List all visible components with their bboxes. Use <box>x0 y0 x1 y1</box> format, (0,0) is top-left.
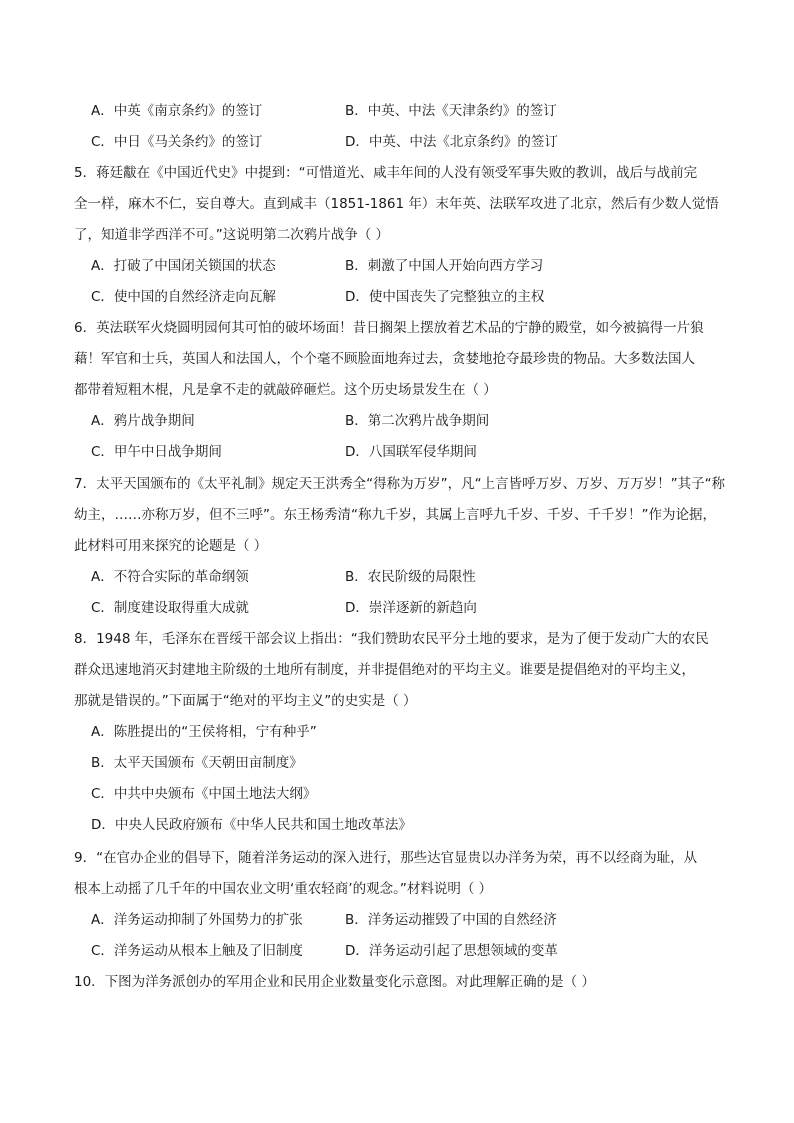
q9-stem-line-2: 根本上动摇了几千年的中国农业文明‘重农轻商’的观念。”材料说明（ ） <box>74 881 493 897</box>
q7-option-d: D．崇洋逐新的新趋向 <box>345 600 477 616</box>
q4-option-b: B．中英、中法《天津条约》的签订 <box>345 103 557 119</box>
q9-option-c: C．洋务运动从根本上触及了旧制度 <box>91 943 303 959</box>
q5-stem-line-2: 全一样，麻木不仁，妄自尊大。直到咸丰（1851-1861 年）末年英、法联军攻进了北京，然后有少数人觉悟 <box>74 196 719 212</box>
q8-stem-line-3: 那就是错误的。”下面属于“绝对的平均主义”的史实是（ ） <box>74 693 417 709</box>
q7-option-b: B．农民阶级的局限性 <box>345 569 476 585</box>
q9-stem-line-1: 9．“在官办企业的倡导下，随着洋务运动的深入进行，那些达官显贵以办洋务为荣，再不以经商为耻，从 <box>74 850 698 866</box>
q4-option-d: D．中英、中法《北京条约》的签订 <box>345 134 558 150</box>
q8-option-a: A．陈胜提出的“王侯将相，宁有种乎” <box>91 724 317 740</box>
q5-stem-line-3: 了，知道非学西洋不可。”这说明第二次鸦片战争（ ） <box>74 227 390 243</box>
q7-stem-line-2: 幼主，……亦称万岁，但不三呼”。东王杨秀清“称九千岁，其属上言呼九千岁、千岁、千千岁！”作为论据， <box>74 507 716 523</box>
q10-stem-line-1: 10．下图为洋务派创办的军用企业和民用企业数量变化示意图。对此理解正确的是（ ） <box>74 974 595 990</box>
q4-option-a: A．中英《南京条约》的签订 <box>91 103 263 119</box>
q8-option-b: B．太平天国颁布《天朝田亩制度》 <box>91 755 303 771</box>
q7-stem-line-3: 此材料可用来探究的论题是（ ） <box>74 538 268 554</box>
q6-option-b: B．第二次鸦片战争期间 <box>345 413 490 429</box>
q5-option-a: A．打破了中国闭关锁国的状态 <box>91 258 276 274</box>
q5-stem-line-1: 5．蒋廷黻在《中国近代史》中提到：“可惜道光、咸丰年间的人没有领受军事失败的教训，战后与战前完 <box>74 165 698 181</box>
q5-option-c: C．使中国的自然经济走向瓦解 <box>91 289 276 305</box>
q8-option-c: C．中共中央颁布《中国土地法大纲》 <box>91 786 317 802</box>
q7-option-a: A．不符合实际的革命纲领 <box>91 569 249 585</box>
q6-option-a: A．鸦片战争期间 <box>91 413 195 429</box>
q6-stem-line-2: 藉！军官和士兵，英国人和法国人，个个毫不顾脸面地奔过去，贪婪地抢夺最珍贵的物品。大多数法国人 <box>74 351 695 367</box>
q9-option-b: B．洋务运动摧毁了中国的自然经济 <box>345 912 557 928</box>
q6-stem-line-1: 6．英法联军火烧圆明园何其可怕的破坏场面！昔日搁架上摆放着艺术品的宁静的殿堂，如今被搞得一片狼 <box>74 320 704 336</box>
q6-stem-line-3: 都带着短粗木棍，凡是拿不走的就敲碎砸烂。这个历史场景发生在（ ） <box>74 382 497 398</box>
q9-option-a: A．洋务运动抑制了外国势力的扩张 <box>91 912 303 928</box>
q9-option-d: D．洋务运动引起了思想领域的变革 <box>345 943 558 959</box>
q5-option-b: B．刺激了中国人开始向西方学习 <box>345 258 544 274</box>
q8-stem-line-1: 8．1948 年，毛泽东在晋绥干部会议上指出：“我们赞助农民平分土地的要求，是为了便于发动广大的农民 <box>74 631 709 647</box>
q6-option-c: C．甲午中日战争期间 <box>91 444 222 460</box>
q7-stem-line-1: 7．太平天国颁布的《太平礼制》规定天王洪秀全“得称为万岁”，凡“上言皆呼万岁、万岁、万万岁！”其子“称 <box>74 476 726 492</box>
q8-stem-line-2: 群众迅速地消灭封建地主阶级的土地所有制度，并非提倡绝对的平均主义。谁要是提倡绝对的平均主义， <box>74 662 695 678</box>
q4-option-c: C．中日《马关条约》的签订 <box>91 134 263 150</box>
q8-option-d: D．中央人民政府颁布《中华人民共和国土地改革法》 <box>91 817 412 833</box>
q5-option-d: D．使中国丧失了完整独立的主权 <box>345 289 545 305</box>
q7-option-c: C．制度建设取得重大成就 <box>91 600 249 616</box>
q6-option-d: D．八国联军侵华期间 <box>345 444 477 460</box>
